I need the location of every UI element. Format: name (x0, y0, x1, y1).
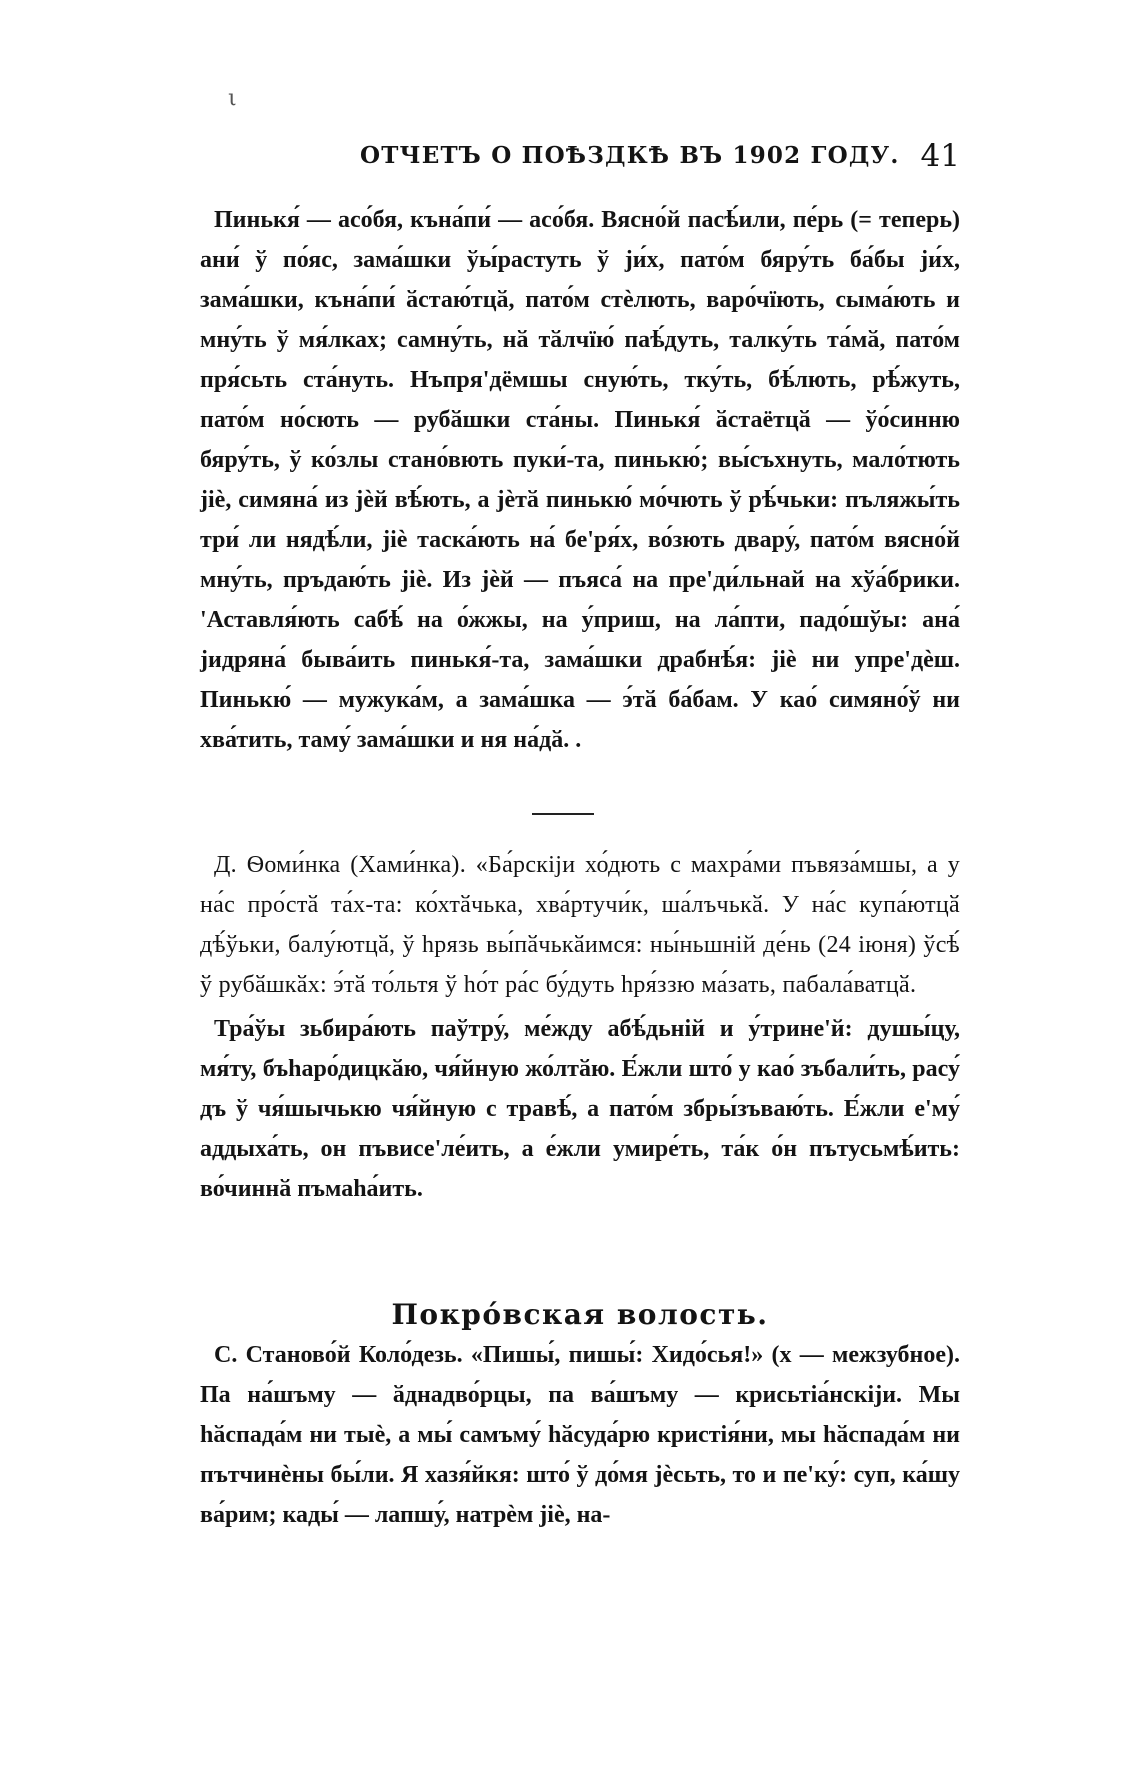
section-pokrovskaya (200, 1335, 960, 1535)
page-number: 41 (920, 138, 960, 174)
section-fominka (200, 845, 960, 1209)
paragraph: С. Станово́й Коло́дезь. «Пишы́, пишы́: Хидо́сья!» (х — межзубное). Па на́шъму — ӑднадво́рцы, па ва́шъму — крисьтіа́нскіји. Мы һӑспада́м ни тыѐ, а мы́ самъму́ һӑсуда́рю кристія́ни, мы һӑспада́м ни пътчинѐны бы́ли. Я хазя́йкя: што́ ў до́мя јѐсьть, то и пе'ку́: суп, ка́шу ва́рим; кады́ — лапшу́, натрѐм јіѐ, на- (200, 1342, 960, 1528)
section-pinka (200, 200, 960, 760)
section-heading: Покро́вская волость. (391, 1298, 769, 1332)
running-head-title: ОТЧЕТЪ О ПОѢЗДКѢ ВЪ 1902 ГОДУ. (360, 142, 900, 169)
paragraph: Пинькя́ — асо́бя, къна́пи́ — асо́бя. Вясно́й пасѣ́или, пе́рь (= теперь) ани́ ў по́яс, зама́шки ўы́растуть ў ји́х, пато́м бяру́ть ба́бы ји́х, зама́шки, къна́пи́ ӑстаю́тцӑ, пато́м стѐлють, варо́чїють, сыма́ють и мну́ть ў мя́лках; самну́ть, нӑ тӑлчїю́ паѣ́дуть, талку́ть та́мӑ, пато́м пря́сьть ста́нуть. Нъпря'дёмшы сную́ть, тку́ть, бѣ́лють, рѣ́жуть, пато́м но́сють — рубӑшки ста́ны. Пинькя́ ӑстаётцӑ — ўо́синню бяру́ть, ў ко́злы стано́вють пуки́-та, пинькю́; вы́съхнуть, мало́тють јіѐ, симяна́ из јѐй вѣ́ють, а јѐтӑ пинькю́ мо́чють ў рѣ́чьки: пъляжы́ть три́ ли нядѣ́ли, јіѐ таска́ють на́ бе'ря́х, во́зють двару́, пато́м вясно́й мну́ть, пръдаю́ть јіѐ. Из јѐй — пъяса́ на пре'ди́льнай на хўа́брики. 'Аставля́ють сабѣ́ на о́жжы, на у́приш, на ла́пти, падо́шўы: ана́ јидряна́ быва́ить пинькя́-та, зама́шки драбнѣ́я: јіѐ ни упре'дѐш. Пинькю́ — мужука́м, а зама́шка — э́тӑ ба́бам. У као́ симяно́ў ни хва́тить, таму́ зама́шки и ня на́дӑ. . (200, 207, 960, 753)
paragraph: Тра́ўы зьбира́ють паўтру́, ме́жду абѣ́дьній и у́трине'й: душы́цу, мя́ту, бъһаро́дицкӑю, чя́йную жо́лтӑю. Е́жли што́ у као́ зъбали́ть, расу́ дъ ў чя́шычькю чя́йную с травѣ́, а пато́м збры́зъваю́ть. Е́жли е'му́ аддыха́ть, он пъвисе'ле́ить, а е́жли умире́ть, та́к о́н пътусьмѣ́ить: во́чиннӑ пъмаһа́ить. (200, 1016, 960, 1202)
stray-margin-mark: ι (228, 86, 237, 111)
running-head (200, 138, 960, 178)
section-divider (532, 813, 594, 815)
paragraph: Д. Ѳоми́нка (Хами́нка). «Ба́рскіји хо́дють с махра́ми пъвяза́мшы, а у на́с про́стӑ та́х-та: ко́хтӑчька, хва́ртучи́к, ша́лъчькӑ. У на́с купа́ютцӑ дѣ́ўьки, балу́ютцӑ, ў һрязь вы́пӑчькӑимся: ны́ньшній де́нь (24 іюня) ўсѣ́ ў рубӑшкӑх: э́тӑ то́льтя ў һо́т ра́с бу́дуть һря́ззю ма́зать, пабала́ватцӑ. (200, 852, 960, 998)
